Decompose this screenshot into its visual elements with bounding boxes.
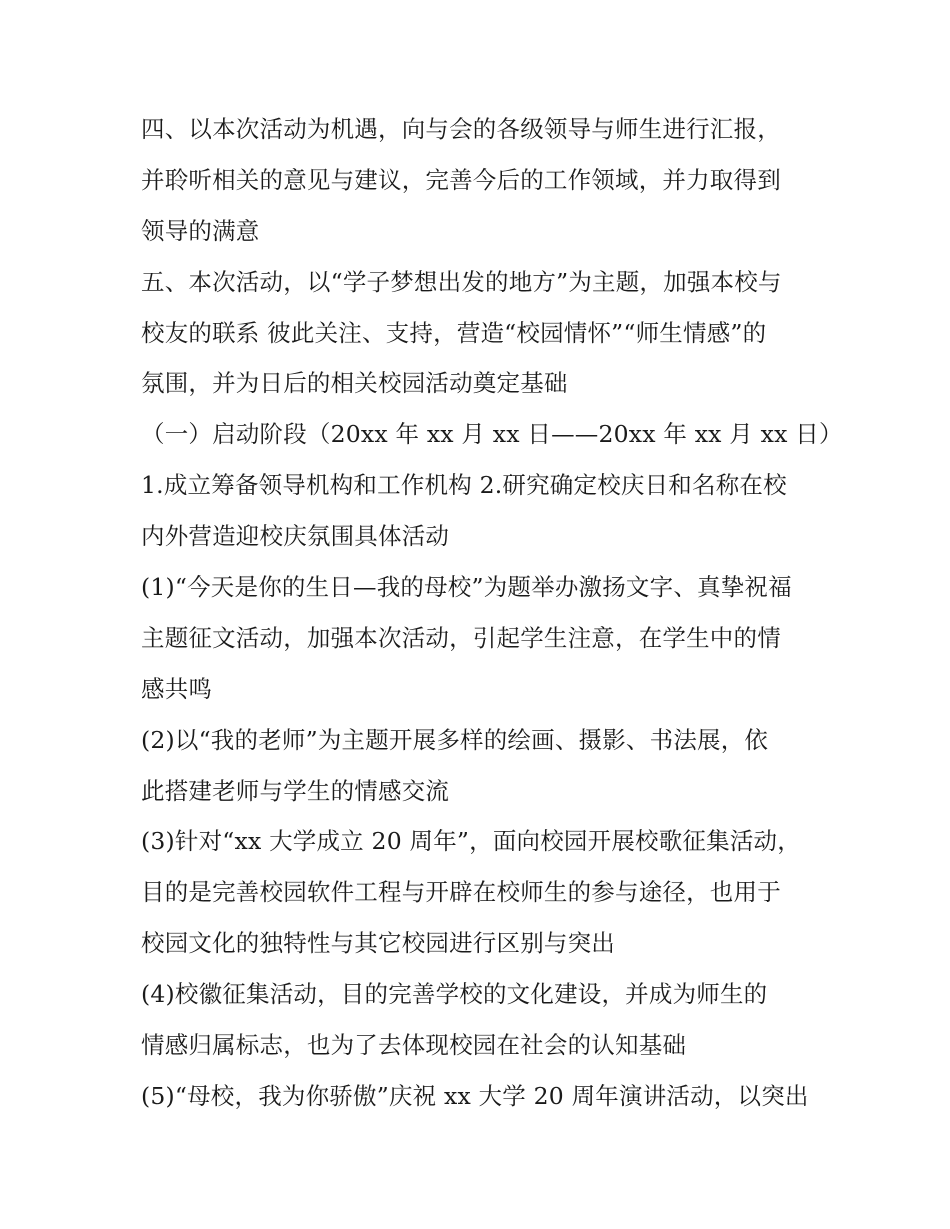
- text-line: (5)“母校，我为你骄傲”庆祝 xx 大学 20 周年演讲活动，以突出: [141, 1081, 809, 1110]
- text-line: 氛围，并为日后的相关校园活动奠定基础: [141, 369, 568, 398]
- text-line: (3)针对“xx 大学成立 20 周年”，面向校园开展校歌征集活动，: [141, 827, 801, 856]
- text-line: 目的是完善校园软件工程与开辟在校师生的参与途径，也用于: [141, 878, 781, 907]
- text-line: (4)校徽征集活动，目的完善学校的文化建设，并成为师生的: [141, 980, 768, 1009]
- text-line: 内外营造迎校庆氛围具体活动: [141, 522, 450, 551]
- text-line: （一）启动阶段（20xx 年 xx 月 xx 日——20xx 年 xx 月 xx 日）: [141, 420, 843, 449]
- text-line: 感共鸣: [141, 674, 213, 703]
- text-line: 校友的联系 彼此关注、支持，营造“校园情怀”“师生情感”的: [141, 318, 767, 347]
- text-line: 1.成立筹备领导机构和工作机构 2.研究确定校庆日和名称在校: [141, 471, 787, 500]
- text-line: 情感归属标志，也为了去体现校园在社会的认知基础: [141, 1031, 687, 1060]
- text-line: 此搭建老师与学生的情感交流: [141, 776, 450, 805]
- text-line: 领导的满意: [141, 216, 260, 245]
- document-body: [141, 104, 843, 1122]
- text-line: 并聆听相关的意见与建议，完善今后的工作领域，并力取得到: [141, 165, 781, 194]
- text-line: (2)以“我的老师”为主题开展多样的绘画、摄影、书法展，依: [141, 725, 769, 754]
- text-line: 四、以本次活动为机遇，向与会的各级领导与师生进行汇报，: [141, 115, 781, 143]
- text-line: (1)“今天是你的生日—我的母校”为题举办激扬文字、真挚祝福: [141, 573, 792, 602]
- text-line: 校园文化的独特性与其它校园进行区别与突出: [141, 929, 615, 958]
- text-line: 五、本次活动，以“学子梦想出发的地方”为主题，加强本校与: [141, 267, 782, 296]
- text-line: 主题征文活动，加强本次活动，引起学生注意，在学生中的情: [141, 623, 781, 652]
